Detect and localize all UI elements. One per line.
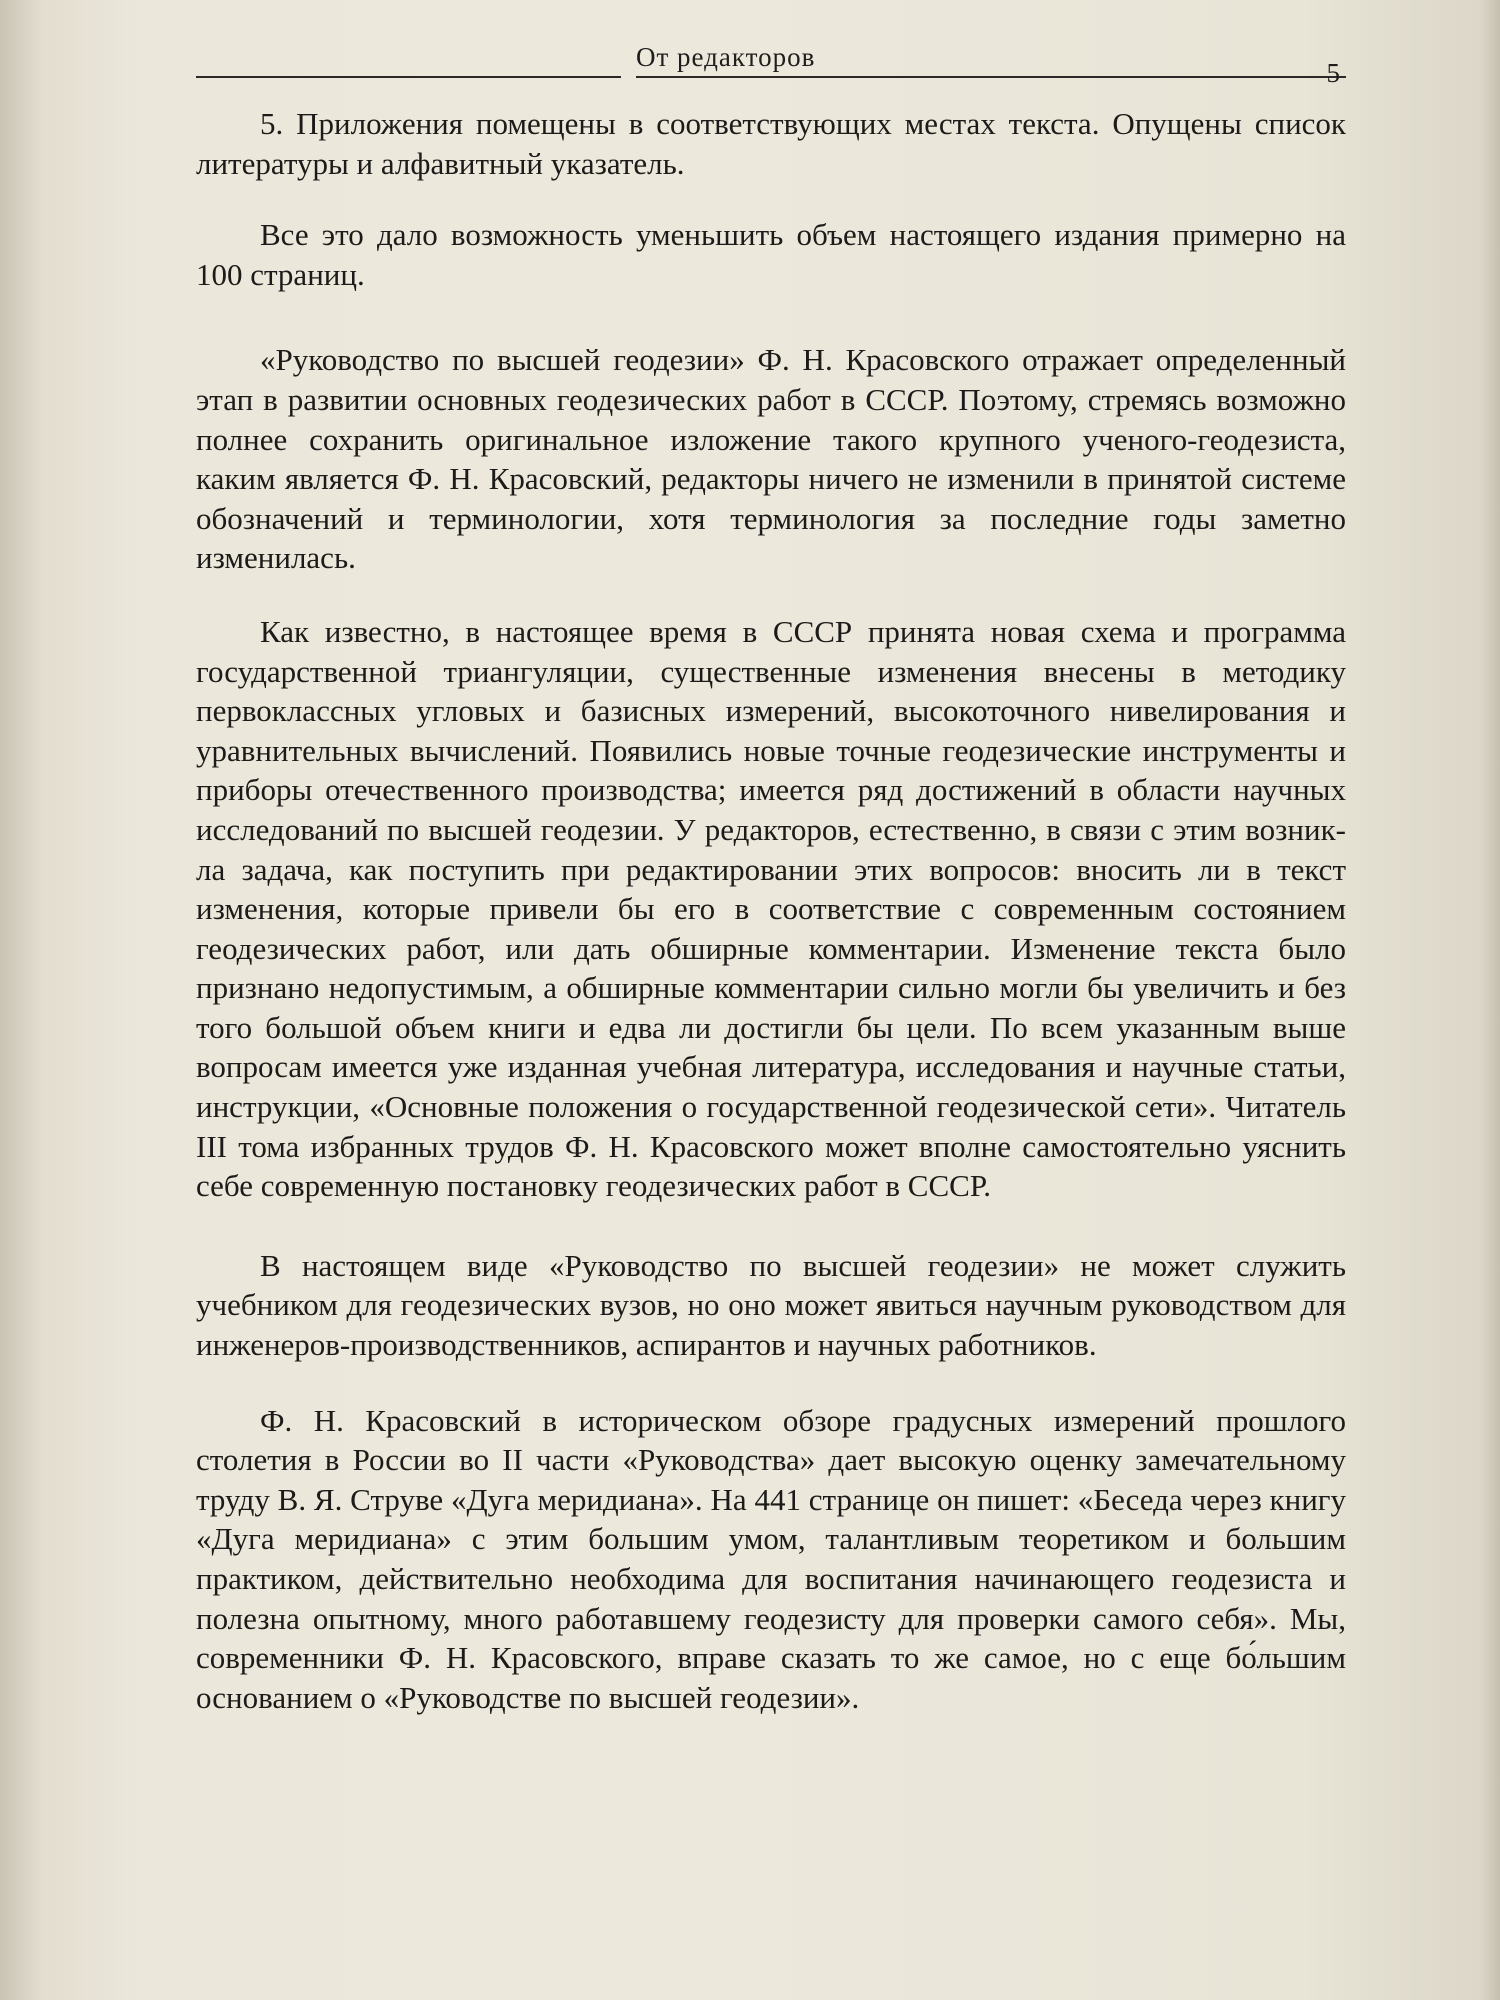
paragraph-appendices: 5. Приложения помещены в соответствующих местах текста. Опущены список литературы и алфавитный указатель. bbox=[196, 106, 1346, 181]
paragraph-modern-changes: Как известно, в настоящее время в СССР принята новая схема и программа государственной триангуляции, существенные изменения внесены в методику первоклассных угловых и базисных измерений, высокоточного нивелирования и уравнительных вычислений. Появились новые точные геодезические инструменты и приборы отечественного производства; имеется ряд достижений в области научных исследований по высшей геодезии. У редакторов, естественно, в связи с этим возникла задача, как поступить при редактировании этих вопросов: вносить ли в текст изменения, которые привели бы его в соответствие с современным состоянием геодезических работ, или дать обширные комментарии. Изменение текста было признано недопустимым, а обширные комментарии сильно могли бы увеличить и без того большой объем книги и едва ли достигли бы цели. По всем указанным выше вопросам имеется уже изданная учебная литература, исследования и научные статьи, инструкции, «Основные положения о государственной геодезической сети». Читатель III тома избранных трудов Ф. Н. Красовского может вполне самостоятельно уяснить себе современную постановку геодезических работ в СССР. bbox=[196, 613, 1346, 1204]
paragraph-struve-quote: Ф. Н. Красовский в историческом обзоре градусных измерений прошлого столетия в России во II части «Руководства» дает высокую оценку замечательному труду В. Я. Струве «Дуга меридиана». На 441 странице он пишет: «Беседа через книгу «Дуга меридиана» с этим большим умом, талантливым теоретиком и большим практиком, действительно необходима для воспитания начинающего геодезиста и полезна опытному, много работавшему геодезисту для проверки самого себя». Мы, современники Ф. Н. Красовского, вправе сказать то же самое, но с еще бо́льшим основанием о «Руководстве по высшей геодезии». bbox=[196, 1402, 1346, 1715]
paragraph-volume-reduction: Все это дало возможность уменьшить объем настоящего издания примерно на 100 страниц. bbox=[196, 217, 1346, 292]
page-number: 5 bbox=[1326, 58, 1340, 88]
body-text bbox=[196, 104, 1346, 1717]
paragraph-purpose: В настоящем виде «Руководство по высшей геодезии» не может служить учебником для геодезических вузов, но оно может явиться научным руководством для инженеров-производственников, аспирантов и научных работников. bbox=[196, 1247, 1346, 1363]
header-rule-left bbox=[196, 76, 621, 78]
page-header bbox=[196, 38, 1346, 98]
header-rule-right bbox=[636, 76, 1346, 78]
running-title: От редакторов bbox=[636, 42, 816, 72]
paragraph-guide-significance: «Руководство по высшей геодезии» Ф. Н. Красовского отражает определенный этап в развитии основных геодезических работ в СССР. Поэтому, стремясь возможно полнее сохранить оригинальное изложение такого крупного ученого-геодезиста, каким является Ф. Н. Красовский, редакторы ничего не изменили в принятой системе обозначений и терминологии, хотя терминология за последние годы заметно изменилась. bbox=[196, 342, 1346, 576]
